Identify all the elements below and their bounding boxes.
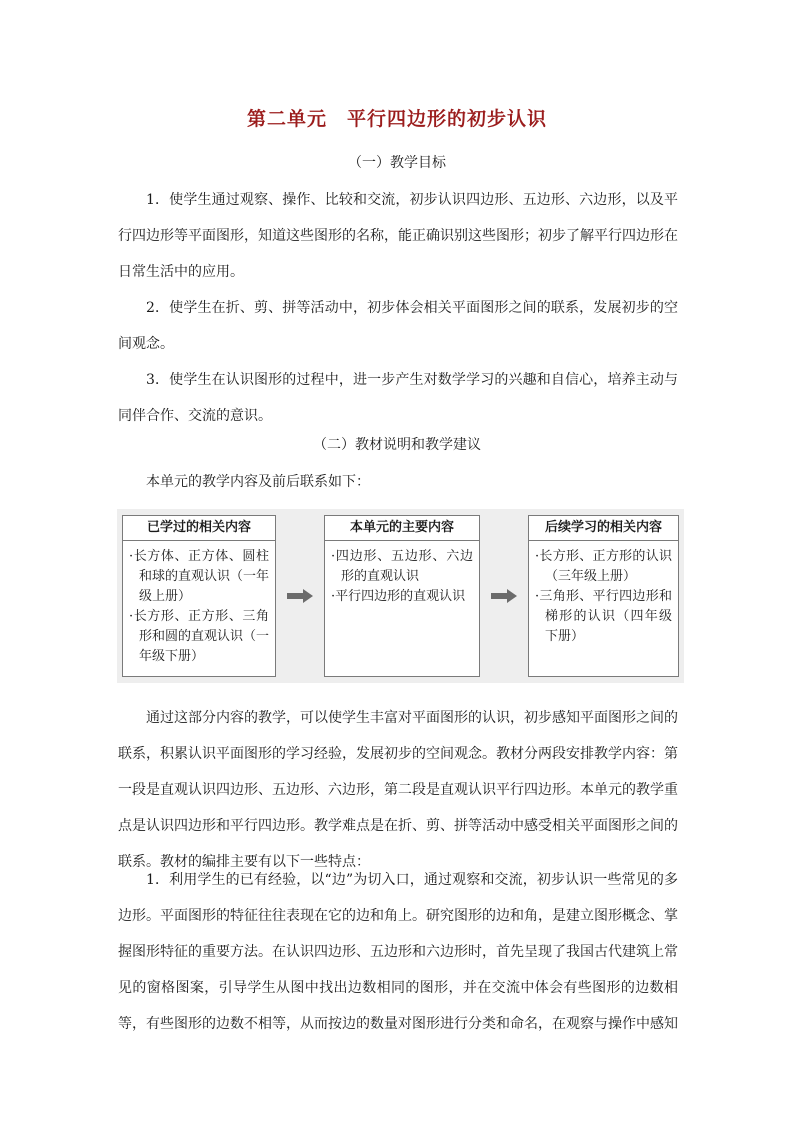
- list-item: ·长方形、正方形、三角形和圆的直观认识（一年级下册）: [129, 609, 270, 664]
- feature-point-1: 1．利用学生的已有经验，以“边”为切入口，通过观察和交流，初步认识一些常见的多边形。平面图形的特征往往表现在它的边和角上。研究图形的边和角，是建立图形概念、掌握图形特征的重要方法。在认识四边形、五边形和六边形时，首先呈现了我国古代建筑上常见的窗格图案，引导学生从图中找出边数相同的图形，并在交流中体会有些图形的边数相等，有些图形的边数不相等，从而按边的数量对图形进行分类和命名，在观察与操作中感知: [118, 872, 678, 1032]
- list-item: ·长方体、正方体、圆柱和球的直观认识（一年级上册）: [129, 549, 270, 604]
- list-item: ·平行四边形的直观认识: [331, 589, 466, 604]
- box-future-list: [529, 541, 678, 647]
- unit-title: 第二单元 平行四边形的初步认识: [246, 108, 547, 130]
- list-item: ·三角形、平行四边形和梯形的认识（四年级下册）: [535, 589, 672, 644]
- box-prior-list: [123, 541, 275, 667]
- objective-item-2: 2．使学生在折、剪、拼等活动中，初步体会相关平面图形之间的联系，发展初步的空间观念。: [118, 300, 678, 352]
- list-item: ·四边形、五边形、六边形的直观认识: [331, 549, 473, 584]
- arrow-right-icon: [491, 589, 517, 603]
- arrow-right-icon: [287, 589, 313, 603]
- section-heading-objectives: （一）教学目标: [348, 155, 446, 171]
- objective-item-3: 3．使学生在认识图形的过程中，进一步产生对数学学习的兴趣和自信心，培养主动与同伴合作、交流的意识。: [118, 372, 678, 424]
- box-prior-title: 已学过的相关内容: [123, 516, 275, 541]
- box-main-title: 本单元的主要内容: [325, 516, 479, 541]
- box-main-content: [324, 515, 480, 677]
- body-paragraph: 通过这部分内容的教学，可以使学生丰富对平面图形的认识，初步感知平面图形之间的联系，积累认识平面图形的学习经验，发展初步的空间观念。教材分两段安排教学内容：第一段是直观认识四边形、五边形、六边形，第二段是直观认识平行四边形。本单元的教学重点是认识四边形和平行四边形。教学难点是在折、剪、拼等活动中感受相关平面图形之间的联系。教材的编排主要有以下一些特点：: [118, 710, 678, 870]
- box-future-content: [528, 515, 679, 677]
- content-relation-diagram: [117, 509, 684, 683]
- section-heading-materials: （二）教材说明和教学建议: [313, 437, 481, 453]
- box-future-title: 后续学习的相关内容: [529, 516, 678, 541]
- box-main-list: [325, 541, 479, 607]
- objective-item-1: 1．使学生通过观察、操作、比较和交流，初步认识四边形、五边形、六边形，以及平行四边形等平面图形，知道这些图形的名称，能正确识别这些图形；初步了解平行四边形在日常生活中的应用。: [118, 192, 678, 280]
- box-prior-content: [122, 515, 276, 677]
- list-item: ·长方形、正方形的认识（三年级上册）: [535, 549, 672, 584]
- intro-text: 本单元的教学内容及前后联系如下：: [146, 474, 370, 490]
